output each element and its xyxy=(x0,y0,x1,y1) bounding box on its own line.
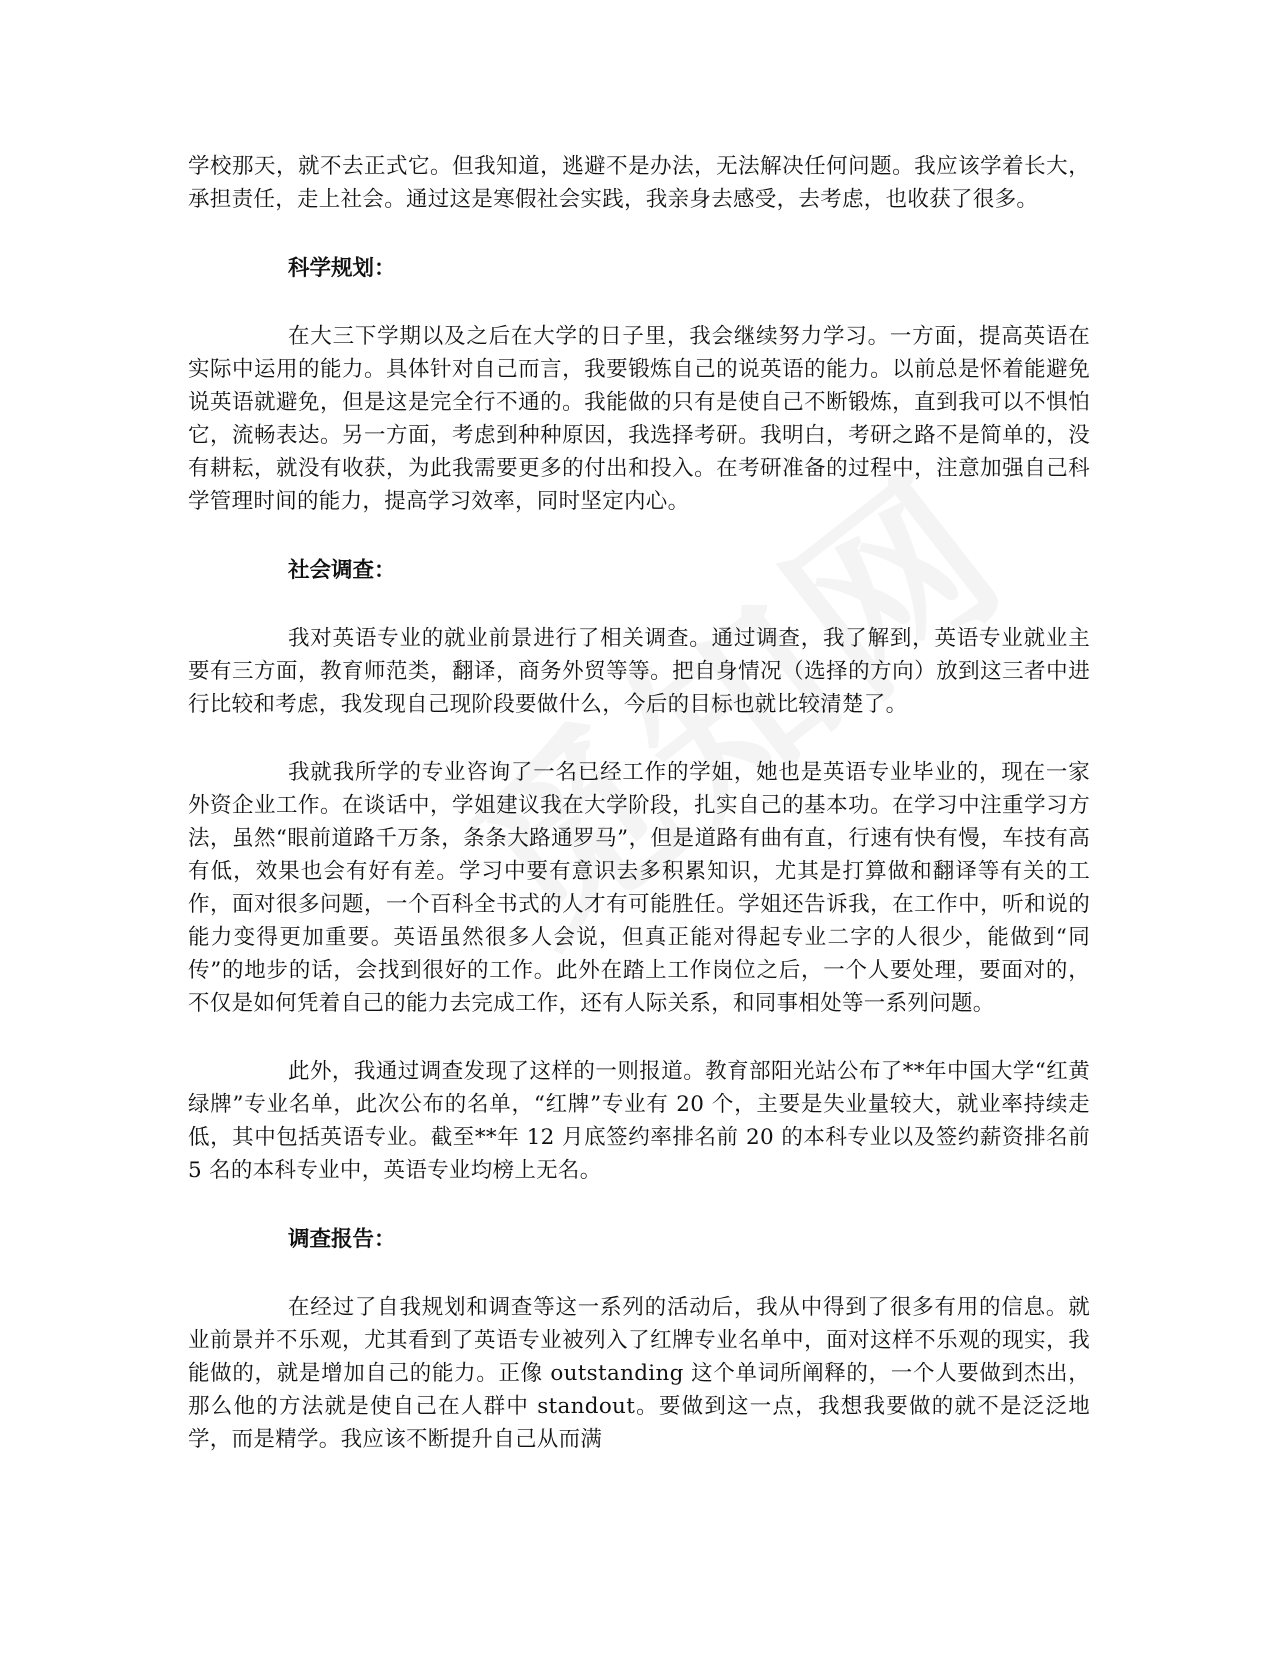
paragraph: 我就我所学的专业咨询了一名已经工作的学姐，她也是英语专业毕业的，现在一家外资企业工作。在谈话中，学姐建议我在大学阶段，扎实自己的基本功。在学习中注重学习方法，虽然“眼前道路千万条，条条大路通罗马”，但是道路有曲有直，行速有快有慢，车技有高有低，效果也会有好有差。学习中要有意识去多积累知识，尤其是打算做和翻译等有关的工作，面对很多问题，一个百科全书式的人才有可能胜任。学姐还告诉我，在工作中，听和说的能力变得更加重要。英语虽然很多人会说，但真正能对得起专业二字的人很少，能做到“同传”的地步的话，会找到很好的工作。此外在踏上工作岗位之后，一个人要处理，要面对的，不仅是如何凭着自己的能力去完成工作，还有人际关系，和同事相处等一系列问题。 xyxy=(188,760,1090,1016)
intro-paragraph: 学校那天，就不去正式它。但我知道，逃避不是办法，无法解决任何问题。我应该学着长大，承担责任，走上社会。通过这是寒假社会实践，我亲身去感受，去考虑，也收获了很多。 xyxy=(188,154,1090,212)
paragraph: 我对英语专业的就业前景进行了相关调查。通过调查，我了解到，英语专业就业主要有三方面，教育师范类，翻译，商务外贸等等。把自身情况（选择的方向）放到这三者中进行比较和考虑，我发现自己现阶段要做什么，今后的目标也就比较清楚了。 xyxy=(188,626,1090,717)
section-heading-report: 调查报告： xyxy=(288,1227,396,1252)
paragraph: 此外，我通过调查发现了这样的一则报道。教育部阳光站公布了**年中国大学“红黄绿牌”专业名单，此次公布的名单，“红牌”专业有 20 个，主要是失业量较大，就业率持续走低，其中包括英语专业。截至**年 12 月底签约率排名前 20 的本科专业以及签约薪资排名前 5 名的本科专业中，英语专业均榜上无名。 xyxy=(188,1059,1090,1183)
section-heading-planning: 科学规划： xyxy=(288,256,396,281)
paragraph: 在经过了自我规划和调查等这一系列的活动后，我从中得到了很多有用的信息。就业前景并不乐观，尤其看到了英语专业被列入了红牌专业名单中，面对这样不乐观的现实，我能做的，就是增加自己的能力。正像 outstanding 这个单词所阐释的，一个人要做到杰出，那么他的方法就是使自己在人群中 standout。要做到这一点，我想我要做的就不是泛泛地学，而是精学。我应该不断提升自己从而满 xyxy=(188,1295,1090,1452)
document-page xyxy=(188,150,1090,1456)
paragraph: 在大三下学期以及之后在大学的日子里，我会继续努力学习。一方面，提高英语在实际中运用的能力。具体针对自己而言，我要锻炼自己的说英语的能力。以前总是怀着能避免说英语就避免，但是这是完全行不通的。我能做的只有是使自己不断锻炼，直到我可以不惧怕它，流畅表达。另一方面，考虑到种种原因，我选择考研。我明白，考研之路不是简单的，没有耕耘，就没有收获，为此我需要更多的付出和投入。在考研准备的过程中，注意加强自己科学管理时间的能力，提高学习效率，同时坚定内心。 xyxy=(188,324,1090,514)
section-heading-survey: 社会调查： xyxy=(288,558,396,583)
